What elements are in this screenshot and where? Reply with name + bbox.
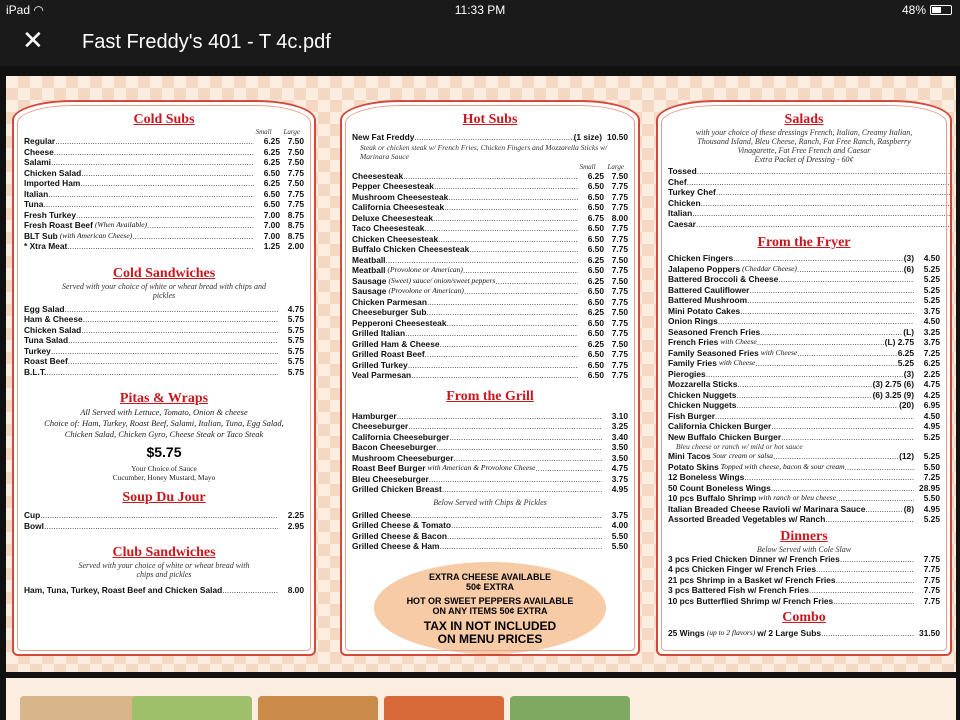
menu-item: Buffalo Chicken Cheesesteak ..... 6.50 7.75 [352,244,628,255]
menu-panel-center [340,100,640,656]
menu-item: Mushroom Cheesesteak ..... 6.50 7.75 [352,192,628,203]
device-label: iPad ◠ [6,3,44,17]
pitas-choices: Choice of: Ham, Turkey, Roast Beef, Salami, Italian, Tuna, Egg Salad, Chicken Salad, Chicken Gyro, Cheese Steak or Taco Steak [44,418,284,439]
dressing-extra: Extra Packet of Dressing - 60¢ [754,155,854,164]
menu-item: Mini Tacos Sour cream or salsa ..... (12) 5.25 [668,451,940,462]
menu-item: Battered Cauliflower ..... 5.25 [668,285,940,296]
menu-item: Grilled Turkey ..... 6.50 7.75 [352,360,628,371]
grill-list-2 [352,510,628,552]
next-page-preview[interactable] [6,678,956,720]
menu-item: Grilled Cheese & Bacon ..... 5.50 [352,531,628,542]
menu-item: Bleu Cheeseburger ..... 3.75 [352,474,628,485]
status-bar [0,0,960,20]
section-title-cold-sandwiches: Cold Sandwiches [112,265,216,281]
section-title-pitas: Pitas & Wraps [119,391,209,406]
menu-item: Pierogies ..... (3) 2.25 [668,369,940,380]
section-title-combo: Combo [782,610,826,625]
menu-item: Mini Potato Cakes ..... 3.75 [668,306,940,317]
menu-item: Turkey ..... 5.75 [24,346,304,357]
menu-item: Onion Rings ..... 4.50 [668,316,940,327]
menu-item: Egg Salad ..... 4.75 [24,304,304,315]
menu-item: Chicken Nuggets ..... (6) 3.25 (9) 4.25 [668,390,940,401]
menu-item: Grilled Roast Beef ..... 6.50 7.75 [352,349,628,360]
menu-item: B.L.T. ..... 5.75 [24,367,304,378]
section-note: Below Served with Chips & Pickles [433,497,547,507]
menu-item: Grilled Chicken Breast ..... 4.95 [352,484,628,495]
size-header: Small Large [579,162,624,171]
menu-item: Mushroom Cheeseburger ..... 3.50 [352,453,628,464]
menu-item: Cheese ..... 6.25 7.50 [24,147,304,158]
cold-subs-list [24,136,304,252]
menu-item: Fresh Turkey ..... 7.00 8.75 [24,210,304,221]
menu-item: Grilled Italian ..... 6.50 7.75 [352,328,628,339]
menu-item: Meatball (Provolone or American) ..... 6.50 7.75 [352,265,628,276]
menu-item: Chicken Nuggets ..... (20) 6.95 [668,400,940,411]
menu-item: Roast Beef Burger with American & Provolone Cheese ..... 4.75 [352,463,628,474]
menu-item: * Xtra Meat ..... 1.25 2.00 [24,241,304,252]
menu-item: Deluxe Cheesesteak ..... 6.75 8.00 [352,213,628,224]
section-title-salads: Salads [784,112,824,127]
pdf-viewer[interactable] [0,66,960,720]
menu-item: Taco Cheesesteak ..... 6.50 7.75 [352,223,628,234]
menu-item: Italian ..... [668,208,952,219]
menu-item: Hamburger ..... 3.10 [352,411,628,422]
menu-item: 10 pcs Butterflied Shrimp w/ French Fries ..... 7.75 [668,596,940,607]
menu-item: Potato Skins Topped with cheese, bacon & sour cream ..... 5.50 [668,462,940,473]
menu-item: Mozzarella Sticks ..... (3) 2.75 (6) 4.75 [668,379,940,390]
menu-item: Imported Ham ..... 6.25 7.50 [24,178,304,189]
menu-item: California Cheesesteak ..... 6.50 7.75 [352,202,628,213]
fryer-list-2 [668,451,940,525]
notice-oval: EXTRA CHEESE AVAILABLE 50¢ EXTRA HOT OR SWEET PEPPERS AVAILABLE ON ANY ITEMS 50¢ EXTRA TAX IN NOT INCLUDED ON MENU PRICES [374,562,606,654]
menu-item: Family Seasoned Fries with Cheese ..... 6.25 7.25 [668,348,940,359]
menu-item: Caesar ..... [668,219,952,230]
fryer-note: Bleu cheese or ranch w/ mild or hot sauce [676,442,803,451]
menu-item: Grilled Cheese & Ham ..... 5.50 [352,541,628,552]
menu-item: Cheeseburger ..... 3.25 [352,421,628,432]
salads-list [668,166,940,229]
menu-item: Bacon Cheeseburger ..... 3.50 [352,442,628,453]
menu-panel-right [656,100,952,656]
menu-item: Pepperoni Cheesesteak ..... 6.50 7.75 [352,318,628,329]
menu-item: Seasoned French Fries ..... (L) 3.25 [668,327,940,338]
menu-item: French Fries with Cheese ..... (L) 2.75 3.75 [668,337,940,348]
menu-item: 4 pcs Chicken Finger w/ French Fries ..... 7.75 [668,564,940,575]
section-title-grill: From the Grill [446,388,534,404]
pitas-description: All Served with Lettuce, Tomato, Onion & cheese [80,407,248,417]
menu-item: Veal Parmesan ..... 6.50 7.75 [352,370,628,381]
section-title-fryer: From the Fryer [757,235,851,250]
hot-subs-list [352,171,628,381]
wifi-icon: ◠ [33,3,44,17]
menu-item: Chicken Salad ..... 5.75 [24,325,304,336]
section-note: with your choice of these dressings French, Italian, Creamy Italian, Thousand Island, Bleu Cheese, Ranch, Fat Free Ranch, Raspberry Vinagarette, Fat Free French and Caesar [695,128,913,155]
dinners-list [668,554,940,607]
clock: 11:33 PM [454,3,506,17]
menu-item-featured: New Fat Freddy ..... (1 size) 10.50 [352,132,628,143]
menu-item: California Cheeseburger ..... 3.40 [352,432,628,443]
menu-item: Chef ..... [668,177,952,188]
menu-item: 21 pcs Shrimp in a Basket w/ French Fries ..... 7.75 [668,575,940,586]
menu-item: California Chicken Burger ..... 4.95 [668,421,940,432]
grill-list [352,411,628,495]
menu-item: 25 Wings (up to 2 flavors) w/ 2 Large Subs ..... 31.50 [668,628,940,639]
menu-item: Jalapeno Poppers (Cheddar Cheese) ..... (6) 5.25 [668,264,940,275]
menu-item: Roast Beef ..... 5.75 [24,356,304,367]
section-title-club: Club Sandwiches [112,545,216,560]
menu-item: Italian Breaded Cheese Ravioli w/ Marinara Sauce ..... (8) 4.95 [668,504,940,515]
cold-sandwiches-list [24,304,304,378]
menu-item: Ham & Cheese ..... 5.75 [24,314,304,325]
menu-item: Grilled Cheese ..... 3.75 [352,510,628,521]
menu-item: 12 Boneless Wings ..... 7.25 [668,472,940,483]
menu-item: Chicken Fingers ..... (3) 4.50 [668,253,940,264]
battery-status [902,3,952,17]
menu-item: Fresh Roast Beef (When Available) ..... 7.00 8.75 [24,220,304,231]
featured-description: Steak or chicken steak w/ French Fries, Chicken Fingers and Mozzarella Sticks w/ Marinara Sauce [360,142,608,161]
menu-item: Ham, Tuna, Turkey, Roast Beef and Chicken Salad ..... 8.00 [24,585,304,596]
menu-item: New Buffalo Chicken Burger ..... 5.25 [668,432,940,443]
menu-item: BLT Sub (with American Cheese) ..... 7.00 8.75 [24,231,304,242]
menu-panel-left [12,100,316,656]
battery-icon [930,5,952,15]
menu-item: Fish Burger ..... 4.50 [668,411,940,422]
menu-item: Chicken Parmesan ..... 6.50 7.75 [352,297,628,308]
menu-item: Battered Mushroom ..... 5.25 [668,295,940,306]
section-note: Served with your choice of white or wheat bread with chips and pickles [62,281,266,300]
menu-item: Cheesesteak ..... 6.25 7.50 [352,171,628,182]
menu-item: Salami ..... 6.25 7.50 [24,157,304,168]
sauce-label: Your Choice of Sauce [131,464,197,473]
menu-item: Regular ..... 6.25 7.50 [24,136,304,147]
menu-item: Sausage (Sweet) sauce/ onion/sweet peppers ..... 6.25 7.50 [352,276,628,287]
section-title-soup: Soup Du Jour [122,490,206,505]
section-title-hot-subs: Hot Subs [462,112,518,127]
menu-item: Assorted Breaded Vegetables w/ Ranch ..... 5.25 [668,514,940,525]
section-note: Served with your choice of white or wheat bread with chips and pickles [78,561,250,579]
document-toolbar [0,20,960,66]
menu-item: Sausage (Provolone or American) ..... 6.50 7.75 [352,286,628,297]
menu-item: Turkey Chef ..... [668,187,952,198]
section-title-dinners: Dinners [780,528,828,544]
size-header: Small Large [255,128,300,136]
menu-item: Cup ..... 2.25 [24,510,304,521]
battery-percent: 48% [901,3,926,17]
sauce-options: Cucumber, Honey Mustard, Mayo [112,473,216,482]
pitas-price: $5.75 [146,444,182,460]
menu-item: Grilled Cheese & Tomato ..... 4.00 [352,520,628,531]
menu-item: 3 pcs Fried Chicken Dinner w/ French Fries ..... 7.75 [668,554,940,565]
menu-item: Chicken Salad ..... 6.50 7.75 [24,168,304,179]
menu-item: Cheeseburger Sub ..... 6.25 7.50 [352,307,628,318]
menu-item: Battered Broccoli & Cheese ..... 5.25 [668,274,940,285]
menu-page [6,76,956,672]
document-title: Fast Freddy's 401 - T 4c.pdf [82,31,331,53]
menu-item: 3 pcs Battered Fish w/ French Fries ..... 7.75 [668,585,940,596]
menu-item: Pepper Cheesesteak ..... 6.50 7.75 [352,181,628,192]
soup-list [24,510,304,531]
menu-item: Bowl ..... 2.95 [24,521,304,532]
menu-item: Chicken ..... [668,198,952,209]
menu-item: Italian ..... 6.50 7.75 [24,189,304,200]
close-icon[interactable]: ✕ [22,25,44,55]
menu-item: Tuna ..... 6.50 7.75 [24,199,304,210]
menu-item: Chicken Cheesesteak ..... 6.50 7.75 [352,234,628,245]
menu-item: 10 pcs Buffalo Shrimp with ranch or bleu cheese ..... 5.50 [668,493,940,504]
section-note: Below Served with Cole Slaw [756,544,852,554]
menu-item: Grilled Ham & Cheese ..... 6.25 7.50 [352,339,628,350]
section-title-cold-subs: Cold Subs [133,112,195,127]
menu-item: Family Fries with Cheese ..... 5.25 6.25 [668,358,940,369]
fryer-list [668,253,940,442]
menu-item: Tossed ..... [668,166,952,177]
menu-item: 50 Count Boneless Wings ..... 28.95 [668,483,940,494]
menu-item: Tuna Salad ..... 5.75 [24,335,304,346]
menu-item: Meatball ..... 6.25 7.50 [352,255,628,266]
